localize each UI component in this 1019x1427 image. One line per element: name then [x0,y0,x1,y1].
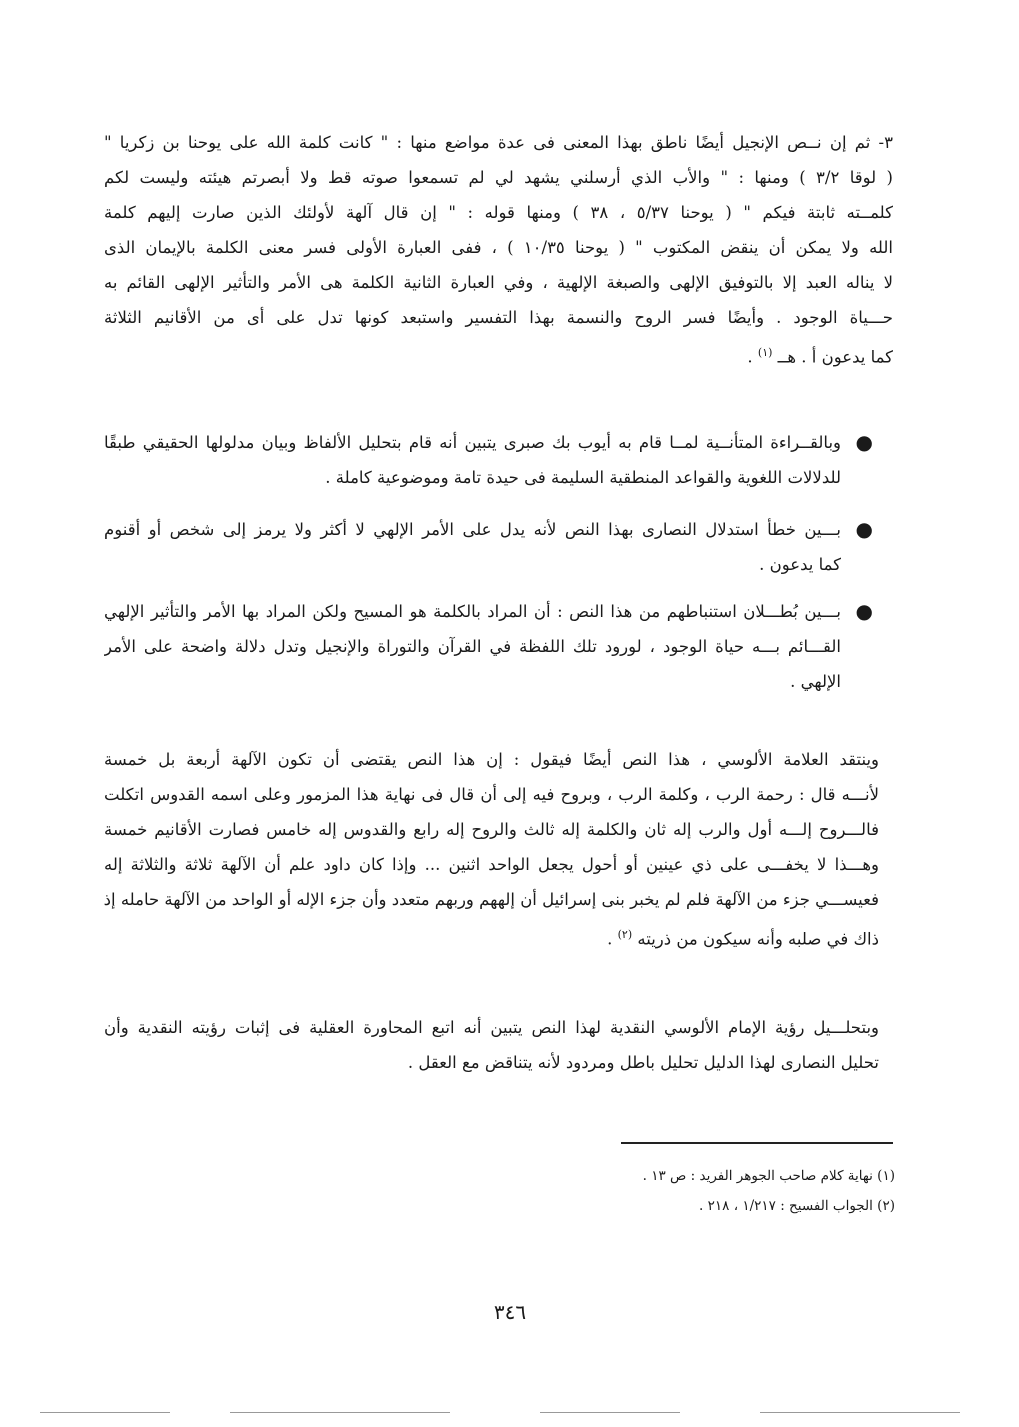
text-fragment: ذاك في صلبه وأنه سيكون من ذريته [637,929,879,949]
text-line: كما يدعون أ . هــ $^{(١)}$ . [747,346,893,367]
page-number: ٣٤٦ [493,1300,527,1324]
footnote-2: (٢) الجواب الفسيح : ١/٢١٧ ، ٢١٨ . [699,1198,895,1214]
paragraph-3 [104,1010,879,1080]
text-line: وبالقــراءة المتأنــية لمــا قام به أيوب بك صبرى يتبين أنه قام بتحليل الألفاظ وبيان مدلولها الحقيقي طبقًا [104,433,841,452]
scan-edge-line [540,1412,680,1413]
text-line: ٣- ثم إن نــص الإنجيل أيضًا ناطق بهذا المعنى فى عدة مواضع منها : " كانت كلمة الله على يوحنا بن زكريا " [104,133,893,152]
text-line: ذاك في صلبه وأنه سيكون من ذريته $^{(٢)}$ . [607,928,879,949]
text-fragment: كما يدعون أ . هــ [777,347,893,367]
footnote-ref: (٢) [617,928,633,941]
footnote-1: (١) نهاية كلام صاحب الجوهر الفريد : ص ١٣ . [642,1168,895,1184]
paragraph-1 [104,125,893,370]
text-line: الإلهي . [790,672,841,691]
text-line: حـــياة الوجود . وأيضًا فسر الروح والنسمة بهذا التفسير واستبعد كونها تدل على أى من الأقانيم الثلاثة [104,308,893,327]
text-line: لا يناله العبد إلا بالتوفيق الإلهى والصبغة الإلهية ، وفي العبارة الثانية الكلمة هى الأمر والتأثير الإلهى القائم به [104,273,893,292]
text-line: وهـــذا لا يخفـــى على ذي عينين أو أحول يجعل الواحد اثنين ... وإذا كان داود علم أن الآلهة ثلاثة والثلاثة إله [104,855,879,874]
text-line: لأنـــه قال : رحمة الرب ، وكلمة الرب ، وبروح فيه إلى أن قال فى نهاية هذا المزمور وعلى اسمه القدوس اتكلت [104,785,879,804]
text-line: وبتحلـــيل رؤية الإمام الألوسي النقدية لهذا النص يتبين أنه اتبع المحاورة العقلية فى إثبات رؤيته النقدية وأن [104,1018,879,1037]
text-line: كلمــته ثابتة فيكم " ( يوحنا ٥/٣٧ ، ٣٨ ) ومنها قوله : " إن قال آلهة لأولئك الذين صارت إليهم كلمة [104,203,893,222]
scan-edge-line [230,1412,450,1413]
bullet-icon: ● [855,517,873,541]
text-line: ( لوقا ٣/٢ ) ومنها : " والأب الذي أرسلني يشهد لي لم تسمعوا صوته قط ولا أبصرتم هيئته وليست لكم [104,168,893,187]
text-line: القـــائم بـــه حياة الوجود ، لورود تلك اللفظة في القرآن والتوراة والإنجيل وتدل دلالة واضحة على الأمر [104,637,841,656]
bullet-item-2 [104,512,841,582]
footnote-separator [621,1142,893,1144]
text-line: فعيســـي جزء من الآلهة فلم لم يخبر بنى إسرائيل أن إلههم وربهم متعدد وأن جزء الإله أو الواحد من الآلهة حامله إذ [104,890,879,909]
paragraph-2 [104,742,879,952]
text-line: فالـــروح إلـــه أول والرب إله ثان والكلمة إله ثالث والروح إله رابع والقدوس إله خامس فصارت الأقانيم خمسة [104,820,879,839]
text-line: تحليل النصارى لهذا الدليل تحليل باطل ومردود لأنه يتناقض مع العقل . [407,1053,879,1072]
footnote-ref: (١) [757,346,773,359]
bullet-item-1 [104,425,841,495]
scan-edge-line [40,1412,170,1413]
text-line: بـــين بُطـــلان استنباطهم من هذا النص : أن المراد بالكلمة هو المسيح ولكن المراد بها الأمر والتأثير الإلهي [104,602,841,621]
text-line: للدلالات اللغوية والقواعد المنطقية السليمة فى حيدة تامة وموضوعية كاملة . [325,468,841,487]
text-line: وينتقد العلامة الألوسي ، هذا النص أيضًا فيقول : إن هذا النص يقتضى أن تكون الآلهة أربعة بل خمسة [104,750,879,769]
bullet-icon: ● [855,599,873,623]
scan-edge-line [760,1412,960,1413]
bullet-icon: ● [855,430,873,454]
text-line: الله ولا يمكن أن ينقض المكتوب " ( يوحنا ١٠/٣٥ ) ، ففى العبارة الأولى فسر معنى الكلمة بالإيمان الذى [104,238,893,257]
text-line: بـــين خطأ استدلال النصارى بهذا النص لأنه يدل على الأمر الإلهي لا أكثر ولا يرمز إلى شخص أو أقنوم [104,520,841,539]
text-line: كما يدعون . [759,555,841,574]
bullet-item-3 [104,594,841,699]
